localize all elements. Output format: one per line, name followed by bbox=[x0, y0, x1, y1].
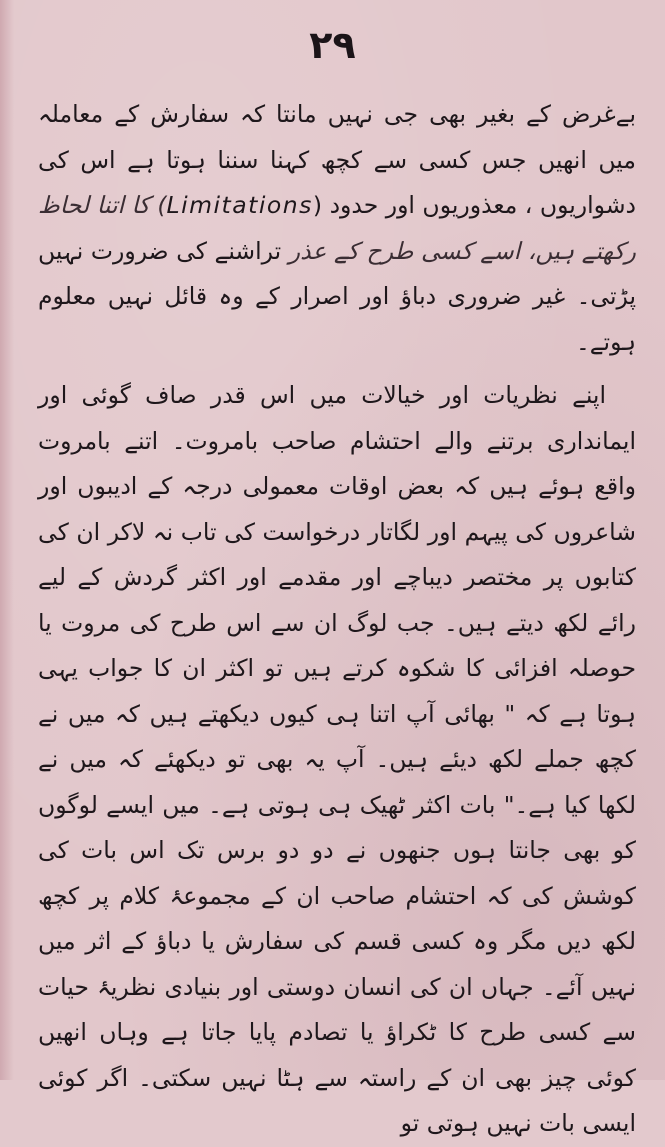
page-body-text bbox=[38, 92, 636, 1147]
handwritten-correction: ) کا اتنا لحاظ رکھتے ہیں، اسے کسی طرح کے عذر bbox=[38, 191, 636, 265]
paragraph-1 bbox=[38, 92, 636, 365]
page-number: ۲۹ bbox=[309, 23, 356, 67]
paragraph-2: اپنے نظریات اور خیالات میں اس قدر صاف گوئی اور ایمانداری برتنے والے احتشام صاحب بامروت۔ اتنے بامروت واقع ہوئے ہیں کہ بعض اوقات معمولی درجہ کے ادیبوں اور شاعروں کی پیہم اور لگاتار درخواست کی تاب نہ لاکر ان کی کتابوں پر مختصر دیباچے اور مقدمے اور اکثر گردش کے لیے رائے لکھ دیتے ہیں۔ جب لوگ ان سے اس طرح کی مروت یا حوصلہ افزائی کا شکوہ کرتے ہیں تو اکثر ان کا جواب یہی ہوتا ہے کہ " بھائی آپ اتنا ہی کیوں دیکھتے ہیں کہ میں نے کچھ جملے لکھ دیئے ہیں۔ آپ یہ بھی تو دیکھئے کہ میں نے لکھا کیا ہے۔" بات اکثر ٹھیک ہی ہوتی ہے۔ میں ایسے لوگوں کو بھی جانتا ہوں جنھوں نے دو دو برس تک اس بات کی کوشش کی کہ احتشام صاحب ان کے مجموعۂ کلام پر کچھ لکھ دیں مگر وہ کسی قسم کی سفارش یا دباؤ کے اثر میں نہیں آئے۔ جہاں ان کی انسان دوستی اور بنیادی نظریۂ حیات سے کسی طرح کا ٹکراؤ یا تصادم پایا جاتا ہے وہاں انھیں کوئی چیز بھی ان کے راستہ سے ہٹا نہیں سکتی۔ اگر کوئی ایسی بات نہیں ہوتی تو bbox=[38, 381, 636, 1137]
paragraph-1-text-a: بےغرض کے بغیر بھی جی نہیں مانتا کہ سفارش کے معاملہ میں انھیں جس کسی سے کچھ کہنا سننا ہوتا ہے اس کی دشواریوں ، معذوریوں اور حدود ( bbox=[38, 100, 636, 219]
latin-term-limitations: Limitations bbox=[166, 191, 313, 219]
paragraph-1-text-b: تراشنے کی ضرورت نہیں پڑتی۔ غیر ضروری دباؤ اور اصرار کے وہ قائل نہیں معلوم ہوتے۔ bbox=[38, 236, 636, 356]
page-left-edge-shadow bbox=[0, 0, 14, 1080]
